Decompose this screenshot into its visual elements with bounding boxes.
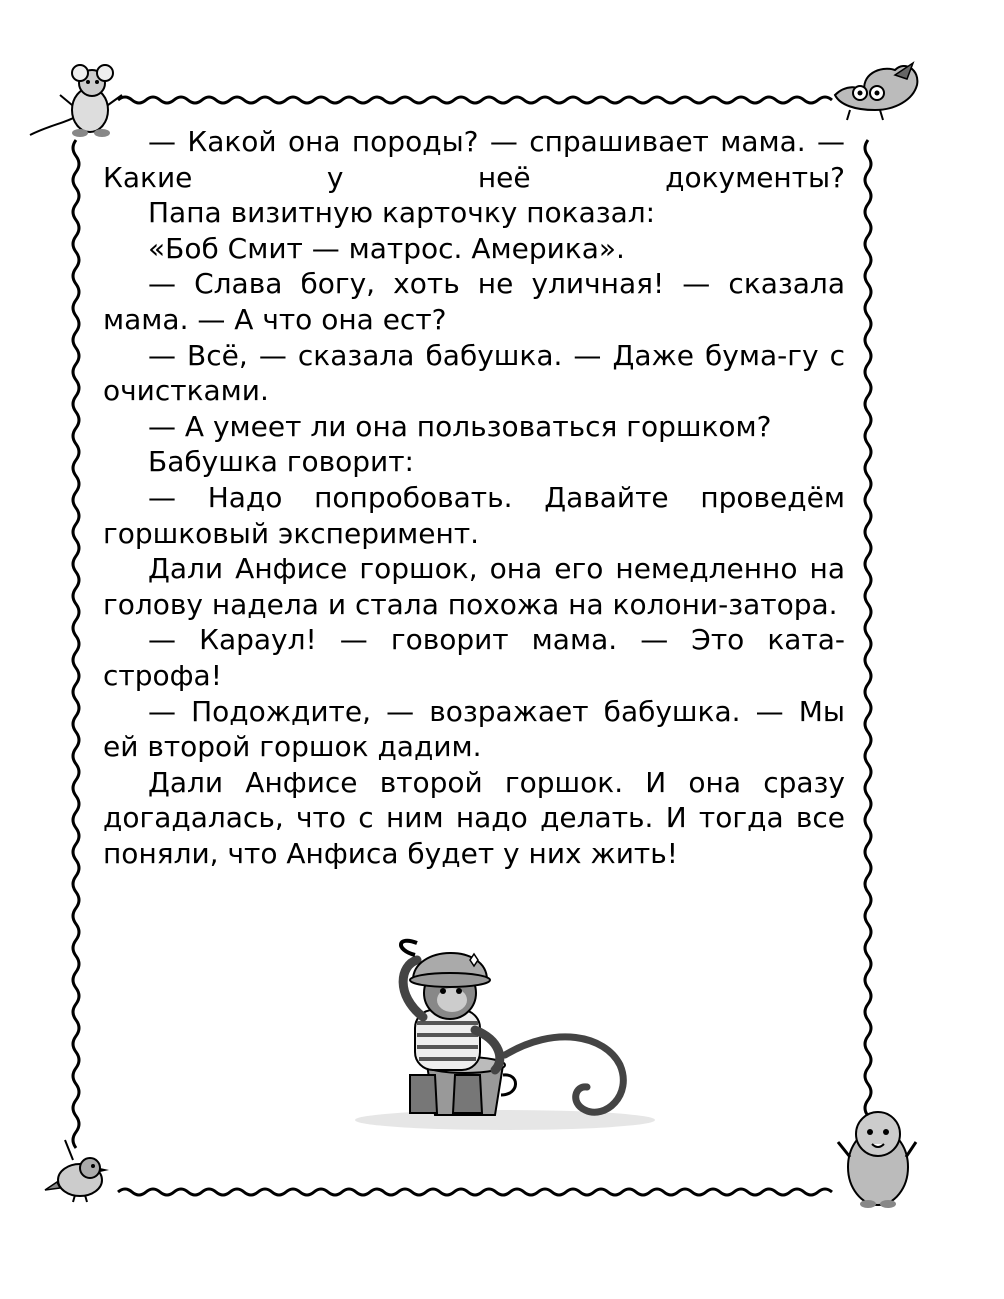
owl-icon: [835, 63, 917, 120]
left-wavy-border: [73, 140, 79, 1148]
monkey-with-pot-on-head: [355, 941, 655, 1130]
paragraph: — Всё, — сказала бабушка. — Даже бума-гу с очистками.: [103, 338, 845, 408]
paragraph: Дали Анфисе горшок, она его немедленно на голову надела и стала похожа на колони-затора.: [103, 552, 845, 621]
paragraph: Папа визитную карточку показал:: [148, 196, 656, 230]
paragraph: — Подождите, — возражает бабушка. — Мы ей второй горшок дадим.: [103, 694, 845, 764]
bird-icon: [45, 1140, 109, 1202]
paragraph: — Слава богу, хоть не уличная! — сказала мама. — А что она ест?: [103, 267, 845, 336]
bottom-wavy-border: [118, 1189, 832, 1195]
paragraph: — Караул! — говорит мама. — Это ката-строфа!: [103, 623, 845, 692]
story-text: [103, 124, 845, 871]
paragraph: Дали Анфисе второй горшок. И она сразу догадалась, что с ним надо делать. И тогда все поняли, что Анфиса будет у них жить!: [103, 765, 845, 870]
paragraph: Бабушка говорит:: [148, 445, 414, 479]
paragraph: «Боб Смит — матрос. Америка».: [148, 231, 625, 265]
right-wavy-border: [865, 140, 871, 1116]
paragraph: — Какой она породы? — спрашивает мама. — Какие у неё документы?: [103, 125, 845, 194]
paragraph: — А умеет ли она пользоваться горшком?: [148, 409, 772, 443]
top-wavy-border: [118, 97, 832, 103]
hamster-icon: [838, 1112, 916, 1208]
paragraph: — Надо попробовать. Давайте проведём горшковый эксперимент.: [103, 480, 845, 550]
